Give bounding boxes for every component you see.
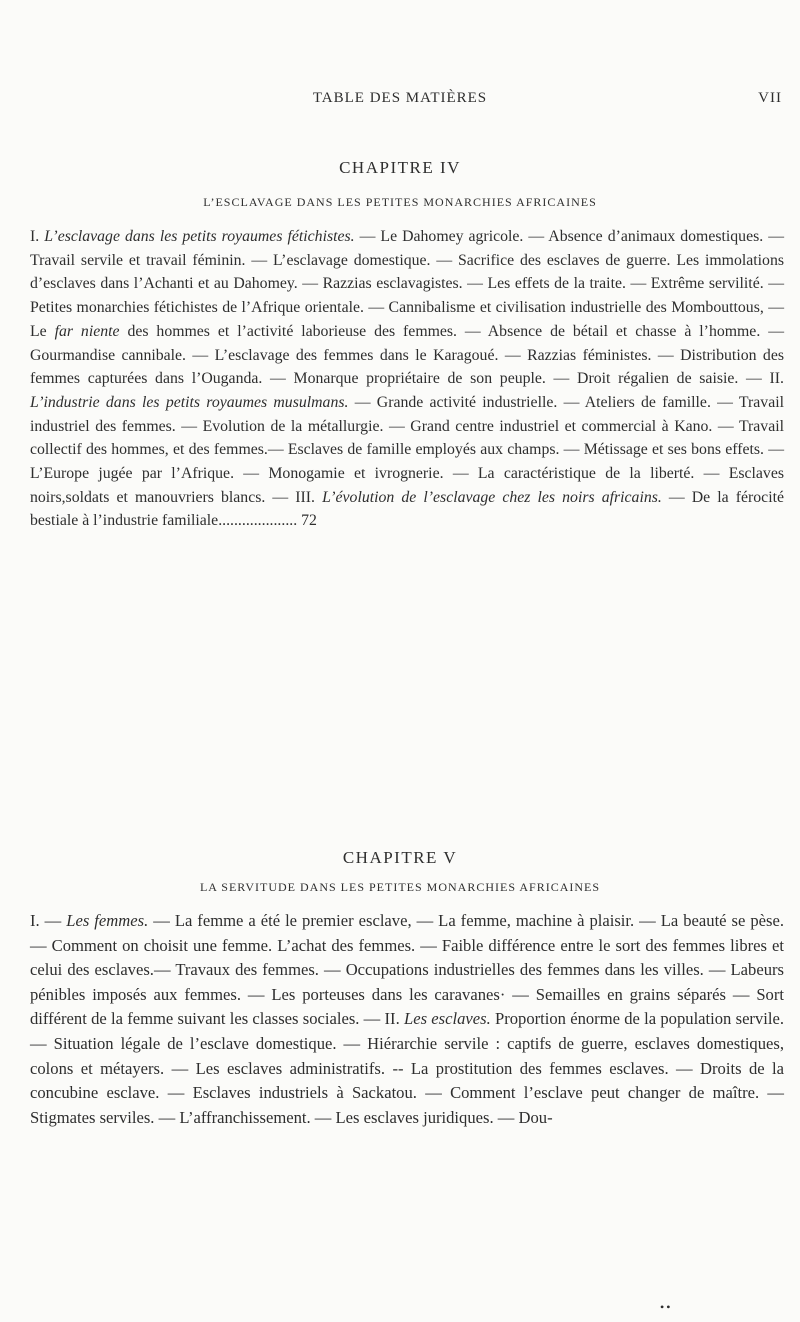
running-title: TABLE DES MATIÈRES (312, 90, 488, 106)
chapter-iv-subtitle: L’ESCLAVAGE DANS LES PETITES MONARCHIES AFRICAINES (203, 195, 597, 209)
ch4-seg-8: — De la férocité bestiale à l’industrie familiale (30, 488, 784, 530)
ch4-seg-0: I. (30, 228, 45, 245)
footer-mark: •• (660, 1300, 673, 1314)
running-header (0, 90, 800, 112)
ch5-seg-0: I. — (30, 911, 67, 930)
chapter-v-title: CHAPITRE V (342, 848, 458, 867)
ch4-seg-3: far niente (54, 322, 120, 340)
ch5-seg-1: Les femmes. (66, 911, 149, 930)
page-number: VII (758, 90, 782, 106)
ch4-seg-2: — Le Dahomey agricole. — Absence d’animaux domestiques. — Travail servile et travail féminin. — L’esclavage domestique. — Sacrifice des esclaves de guerre. Les immolations d’esclaves dans l’Achanti et au Dahomey. — Razzias esclavagistes. — Les effets de la traite. — Extrême servilité. — Petites monarchies fétichistes de l’Afrique orientale. — Cannibalisme et civilisation industrielle des Mombouttous, — Le (30, 228, 784, 340)
chapter-v-subtitle: LA SERVITUDE DANS LES PETITES MONARCHIES AFRICAINES (199, 880, 601, 894)
ch4-seg-1: L’esclavage dans les petits royaumes fétichistes. (44, 228, 355, 245)
leader-dots: .................... (218, 512, 298, 530)
ch5-seg-4: Proportion énorme de la population servile. — Situation légale de l’esclave domestique. — Hiérarchie servile : captifs de guerre, esclaves domestiques, colons et métayers. — Les esclaves administratifs. -- La prostitution des femmes esclaves. — Droits de la concubine esclave. — Esclaves industriels à Sackatou. — Comment l’esclave peut changer de maître. — Stigmates serviles. — L’affranchissement. — Les esclaves juridiques. — Dou- (30, 1009, 784, 1127)
chapter-iv-summary (30, 225, 784, 533)
ch5-seg-3: Les esclaves. (403, 1009, 491, 1029)
ch4-seg-6: — Grande activité industrielle. — Ateliers de famille. — Travail industriel des femmes. — Evolution de la métallurgie. — Grand centre industriel et commercial à Kano. — Travail collectif des hommes, et des femmes.— Esclaves de famille employés aux champs. — Métissage et ses bons effets. — L’Europe jugée par l’Afrique. — Monogamie et ivrognerie. — La caractéristique de la liberté. — Esclaves noirs,soldats et manouvriers blancs. — III. (30, 393, 784, 506)
ch4-seg-7: L’évolution de l’esclavage chez les noirs africains. (322, 488, 662, 506)
page-ref: 72 (301, 512, 317, 530)
chapter-v-summary (30, 909, 784, 1130)
ch4-seg-5: L’industrie dans les petits royaumes musulmans. (30, 393, 349, 411)
chapter-iv-title: CHAPITRE IV (339, 158, 461, 177)
ch5-seg-2: — La femme a été le premier esclave, — La femme, machine à plaisir. — La beauté se pèse. — Comment on choisit une femme. L’achat des femmes. — Faible différence entre le sort des femmes libres et celui des esclaves.— Travaux des femmes. — Occupations industrielles des femmes dans les villes. — Labeurs pénibles imposés aux femmes. — Les porteuses dans les caravanes· — Semailles en grains séparés — Sort différent de la femme suivant les classes sociales. — II. (30, 911, 784, 1029)
ch4-seg-4: des hommes et l’activité laborieuse des femmes. — Absence de bétail et chasse à l’homme. — Gourmandise cannibale. — L’esclavage des femmes dans le Karagoué. — Razzias féministes. — Distribution des femmes capturées dans l’Ouganda. — Monarque propriétaire de son peuple. — Droit régalien de saisie. — II. (30, 322, 784, 388)
